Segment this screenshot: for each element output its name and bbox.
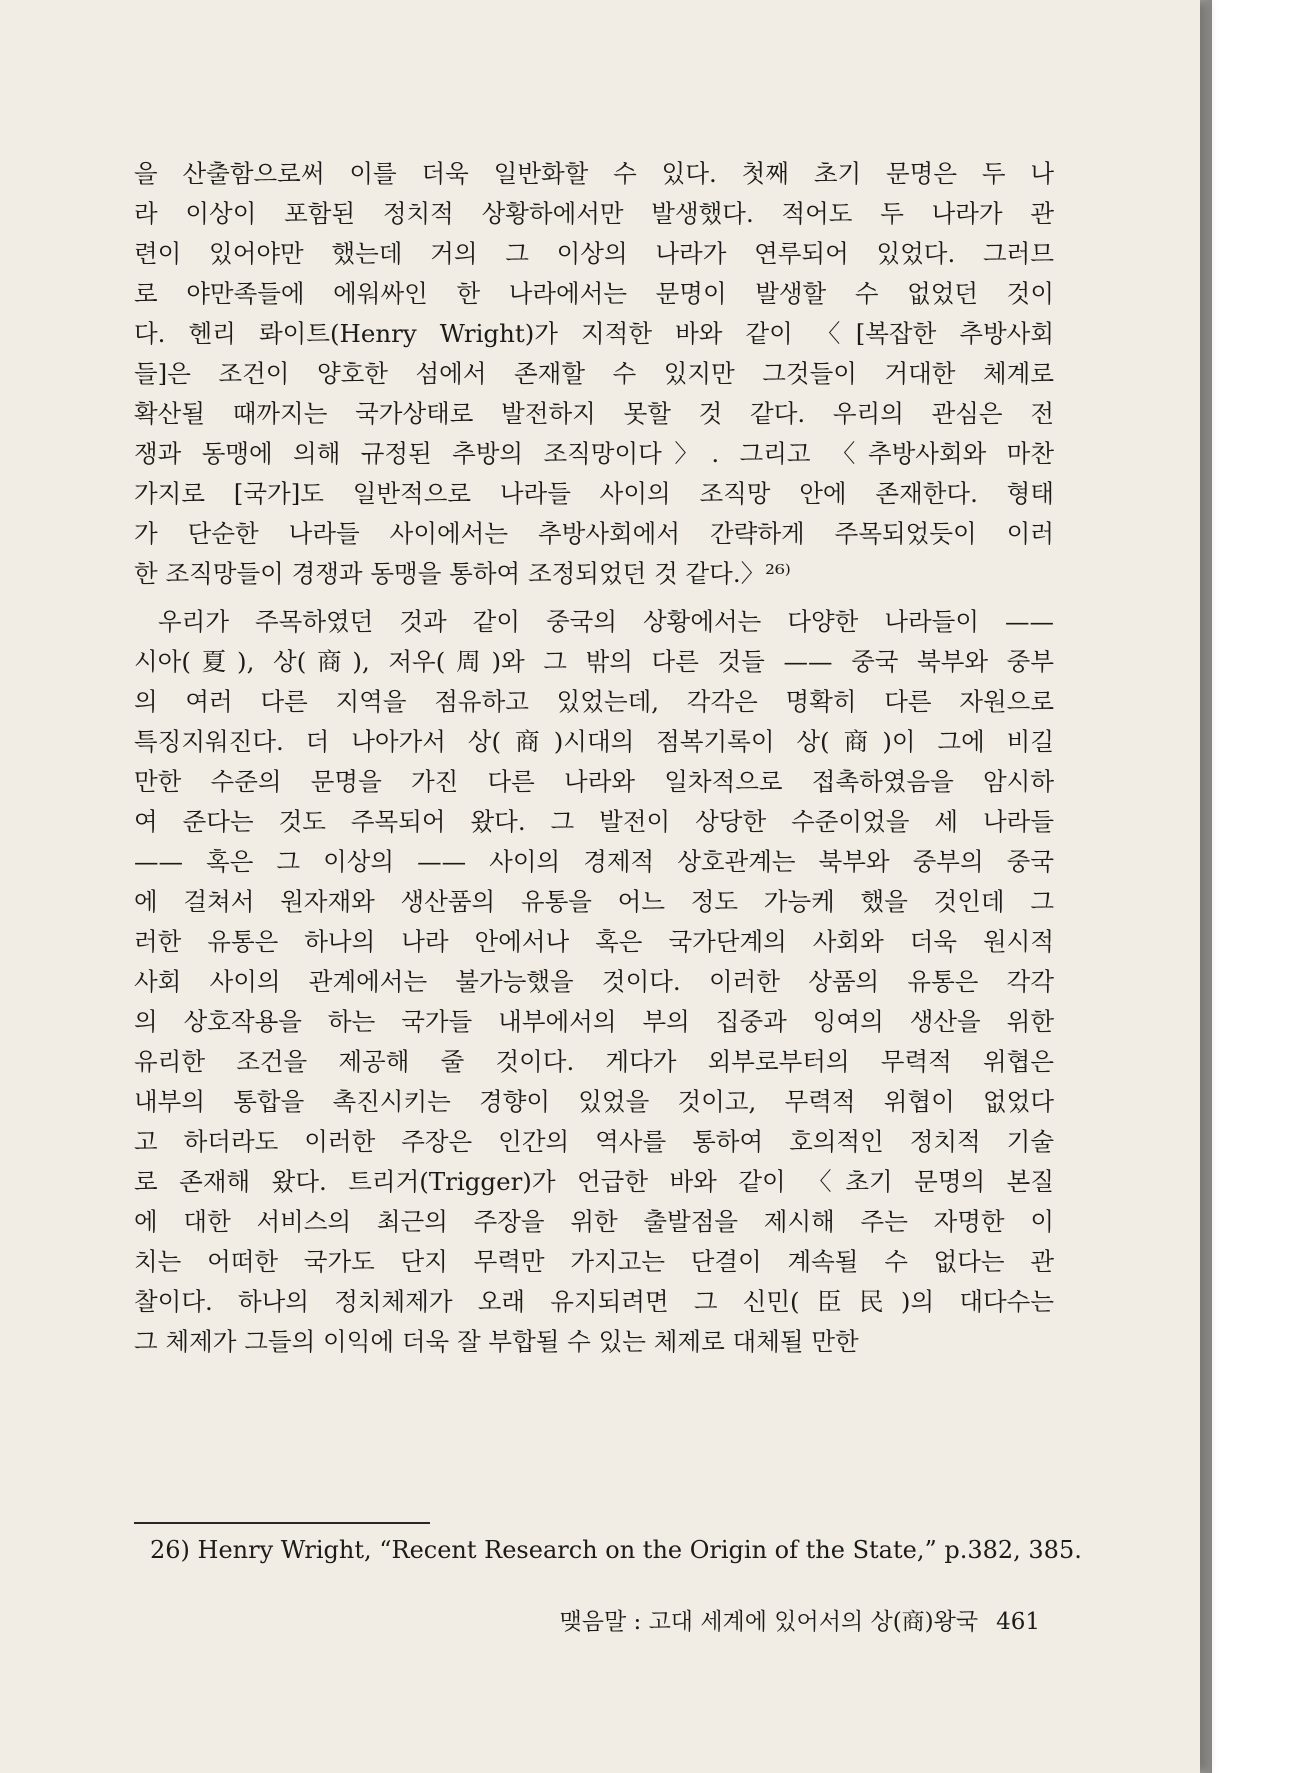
text-line: 을 산출함으로써 이를 더욱 일반화할 수 있다. 첫째 초기 문명은 두 나 [134, 159, 1054, 188]
text-line: 들]은 조건이 양호한 섬에서 존재할 수 있지만 그것들이 거대한 체계로 [134, 359, 1054, 388]
text-line: 치는 어떠한 국가도 단지 무력만 가지고는 단결이 계속될 수 없다는 관 [134, 1247, 1054, 1276]
text-line: 가 단순한 나라들 사이에서는 추방사회에서 간략하게 주목되었듯이 이러 [134, 519, 1054, 548]
text-line: 사회 사이의 관계에서는 불가능했을 것이다. 이러한 상품의 유통은 각각 [134, 967, 1054, 996]
text-line: 그 체제가 그들의 이익에 더욱 잘 부합될 수 있는 체제로 대체될 만한 [134, 1327, 859, 1356]
text-line: 유리한 조건을 제공해 줄 것이다. 게다가 외부로부터의 무력적 위협은 [134, 1047, 1054, 1076]
page-number: 461 [996, 1609, 1040, 1635]
text-line: 러한 유통은 하나의 나라 안에서나 혹은 국가단계의 사회와 더욱 원시적 [134, 927, 1054, 956]
text-line: 의 여러 다른 지역을 점유하고 있었는데, 각각은 명확히 다른 자원으로 [134, 687, 1054, 716]
text-line: —— 혹은 그 이상의 —— 사이의 경제적 상호관계는 북부와 중부의 중국 [134, 847, 1054, 876]
body-text [134, 154, 1054, 1362]
text-line: 여 준다는 것도 주목되어 왔다. 그 발전이 상당한 수준이었을 세 나라들 [134, 807, 1054, 836]
text-line: 한 조직망들이 경쟁과 동맹을 통하여 조정되었던 것 같다.〉²⁶⁾ [134, 559, 791, 588]
text-line: 라 이상이 포함된 정치적 상황하에서만 발생했다. 적어도 두 나라가 관 [134, 199, 1054, 228]
text-line: 로 야만족들에 에워싸인 한 나라에서는 문명이 발생할 수 없었던 것이 [134, 279, 1054, 308]
footnote-26: 26) Henry Wright, “Recent Research on the Origin of the State,” p.382, 385. [150, 1536, 1082, 1564]
text-line: 다. 헨리 롸이트(Henry Wright)가 지적한 바와 같이 〈[복잡한 추방사회 [134, 319, 1054, 348]
text-line: 에 대한 서비스의 최근의 주장을 위한 출발점을 제시해 주는 자명한 이 [134, 1207, 1054, 1236]
text-line: 우리가 주목하였던 것과 같이 중국의 상황에서는 다양한 나라들이 —— [158, 607, 1054, 636]
text-line: 특징지워진다. 더 나아가서 상(商)시대의 점복기록이 상(商)이 그에 비길 [134, 727, 1054, 756]
text-line: 찰이다. 하나의 정치체제가 오래 유지되려면 그 신민(臣民)의 대다수는 [134, 1287, 1054, 1316]
text-line: 확산될 때까지는 국가상태로 발전하지 못할 것 같다. 우리의 관심은 전 [134, 399, 1054, 428]
text-line: 련이 있어야만 했는데 거의 그 이상의 나라가 연루되어 있었다. 그러므 [134, 239, 1054, 268]
paragraph-1 [134, 154, 1054, 594]
text-line: 쟁과 동맹에 의해 규정된 추방의 조직망이다〉. 그리고 〈추방사회와 마찬 [134, 439, 1054, 468]
text-line: 가지로 [국가]도 일반적으로 나라들 사이의 조직망 안에 존재한다. 형태 [134, 479, 1054, 508]
text-line: 내부의 통합을 촉진시키는 경향이 있었을 것이고, 무력적 위협이 없었다 [134, 1087, 1054, 1116]
text-line: 고 하더라도 이러한 주장은 인간의 역사를 통하여 호의적인 정치적 기술 [134, 1127, 1054, 1156]
text-line: 시아(夏), 상(商), 저우(周)와 그 밖의 다른 것들 —— 중국 북부와 중부 [134, 647, 1054, 676]
running-title: 맺음말 : 고대 세계에 있어서의 상(商)왕국 [559, 1609, 979, 1635]
text-line: 로 존재해 왔다. 트리거(Trigger)가 언급한 바와 같이 〈초기 문명의 본질 [134, 1167, 1054, 1196]
text-line: 에 걸쳐서 원자재와 생산품의 유통을 어느 정도 가능케 했을 것인데 그 [134, 887, 1054, 916]
text-line: 만한 수준의 문명을 가진 다른 나라와 일차적으로 접촉하였음을 암시하 [134, 767, 1054, 796]
paragraph-2 [134, 602, 1054, 1362]
footnote-rule [134, 1522, 430, 1524]
text-line: 의 상호작용을 하는 국가들 내부에서의 부의 집중과 잉여의 생산을 위한 [134, 1007, 1054, 1036]
running-footer [470, 1604, 1040, 1640]
